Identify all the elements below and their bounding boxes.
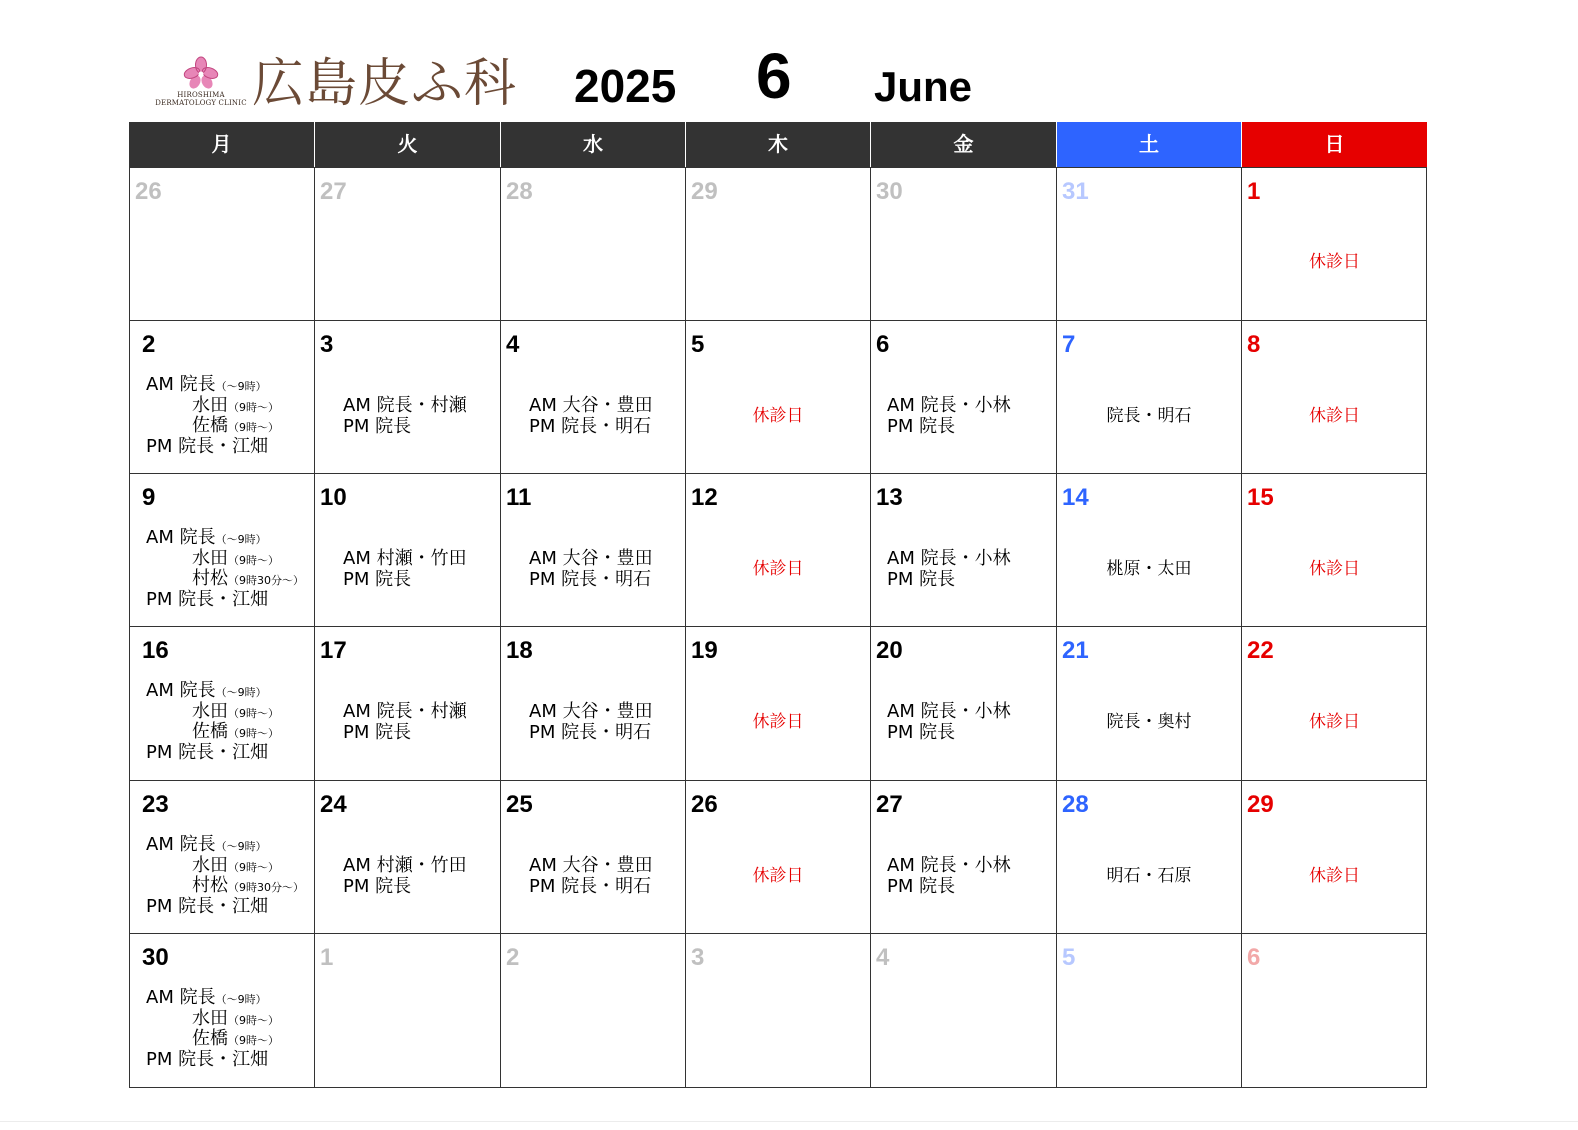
doctor-names: 水田 [192, 700, 228, 722]
day-cell [1242, 168, 1427, 320]
time-note: （～9時） [215, 380, 267, 393]
day-cell [1057, 168, 1241, 320]
doctor-names: 佐橋 [192, 415, 228, 436]
doctor-schedule [887, 549, 1011, 590]
doctor-schedule [146, 681, 279, 763]
day-number: 18 [506, 637, 533, 664]
doctor-schedule [146, 375, 279, 457]
day-number: 5 [691, 331, 705, 358]
day-number: 16 [142, 637, 169, 664]
schedule-line [146, 396, 279, 417]
doctor-schedule [343, 396, 467, 437]
doctor-names: PM 院長・明石 [529, 415, 652, 437]
time-note: （9時～） [228, 1034, 279, 1047]
day-cell [501, 321, 685, 473]
schedule-line [343, 570, 467, 591]
doctor-schedule [529, 549, 653, 590]
closed-day-label: 休診日 [1309, 406, 1360, 426]
closed-day-label: 休診日 [752, 559, 804, 579]
day-number: 23 [142, 791, 169, 818]
schedule-line [529, 570, 653, 591]
day-cell [315, 781, 500, 933]
header-sat: 土 [1056, 122, 1241, 167]
schedule-line [146, 702, 279, 723]
doctor-names: 院長・江畑 [178, 435, 269, 457]
day-cell [315, 168, 500, 320]
time-note: （～9時） [215, 686, 267, 699]
doctor-names: AM 院長・小林 [887, 395, 1011, 416]
doctor-names: 村松 [192, 875, 228, 896]
day-number: 14 [1062, 484, 1089, 511]
doctor-names: PM 院長 [887, 568, 956, 590]
session-label: PM [146, 588, 179, 610]
schedule-line [146, 569, 304, 590]
session-label: PM [146, 741, 179, 763]
session-label: PM [146, 1048, 179, 1070]
day-cell [686, 168, 870, 320]
doctor-names: 水田 [192, 854, 228, 876]
doctor-names: AM 村瀬・竹田 [343, 855, 467, 876]
session-label: AM [146, 527, 180, 548]
day-number: 6 [876, 331, 890, 358]
doctor-schedule [146, 528, 304, 610]
doctor-names: 水田 [192, 547, 228, 569]
day-number: 3 [691, 944, 705, 971]
clinic-logo [152, 56, 250, 112]
staff-on-duty: 桃原・太田 [1106, 559, 1192, 579]
doctor-names: PM 院長 [887, 415, 956, 437]
day-cell [1242, 781, 1427, 933]
session-label: PM [146, 435, 179, 457]
time-note: （9時～） [228, 860, 279, 874]
day-number: 30 [876, 178, 903, 205]
day-number: 12 [691, 484, 718, 511]
day-number: 4 [876, 944, 890, 971]
doctor-names: AM 院長・村瀬 [343, 701, 467, 722]
doctor-names: AM 村瀬・竹田 [343, 548, 467, 569]
closed-day-label: 休診日 [752, 712, 804, 732]
doctor-schedule [529, 396, 653, 437]
time-note: （9時30分～） [228, 881, 304, 894]
schedule-line [146, 528, 304, 549]
doctor-names: 院長 [179, 834, 216, 855]
closed-day-label: 休診日 [1309, 712, 1360, 732]
schedule-line [343, 396, 467, 417]
header-sun: 日 [1241, 122, 1427, 167]
day-number: 4 [506, 331, 520, 358]
weekday-header-row [129, 122, 1427, 167]
doctor-names: 院長 [179, 987, 216, 1008]
day-number: 13 [876, 484, 903, 511]
session-label: AM [146, 987, 180, 1008]
doctor-names: AM 院長・小林 [887, 548, 1011, 569]
schedule-line [146, 681, 279, 702]
schedule-line [887, 702, 1011, 723]
day-cell [1242, 627, 1427, 780]
day-cell [871, 781, 1056, 933]
day-cell [871, 321, 1056, 473]
schedule-line [146, 416, 279, 437]
doctor-names: PM 院長 [887, 875, 956, 897]
day-number: 20 [876, 637, 903, 664]
day-cell [501, 474, 685, 626]
day-number: 28 [1062, 791, 1089, 818]
day-number: 21 [1062, 637, 1089, 664]
time-note: （9時～） [228, 1013, 279, 1027]
doctor-names: 院長 [179, 374, 216, 395]
staff-on-duty: 院長・奥村 [1106, 712, 1192, 732]
time-note: （9時～） [228, 706, 279, 720]
schedule-line [529, 396, 653, 417]
closed-day-label: 休診日 [752, 406, 804, 426]
schedule-line [887, 570, 1011, 591]
day-number: 26 [135, 178, 162, 205]
day-number: 28 [506, 178, 533, 205]
doctor-names: PM 院長 [343, 721, 412, 743]
day-number: 29 [691, 178, 718, 205]
day-cell [315, 934, 500, 1086]
session-label: PM [146, 895, 179, 917]
schedule-line [146, 743, 279, 764]
day-number: 27 [320, 178, 347, 205]
closed-day-label: 休診日 [1309, 559, 1360, 579]
day-cell [130, 474, 314, 626]
schedule-line [146, 835, 304, 856]
day-cell [130, 627, 314, 780]
doctor-names: 院長・江畑 [178, 588, 269, 610]
clinic-name: 広島皮ふ科 [252, 54, 518, 114]
header-tue: 火 [314, 122, 500, 167]
day-cell [686, 627, 870, 780]
day-number: 3 [320, 331, 334, 358]
day-number: 1 [320, 944, 334, 971]
doctor-names: PM 院長 [343, 875, 412, 897]
schedule-line [146, 856, 304, 877]
doctor-schedule [343, 549, 467, 590]
calendar-grid [129, 167, 1427, 1088]
day-number: 2 [142, 331, 156, 358]
doctor-names: PM 院長・明石 [529, 721, 652, 743]
doctor-names: PM 院長 [887, 721, 956, 743]
schedule-line [887, 877, 1011, 898]
doctor-names: AM 院長・小林 [887, 855, 1011, 876]
day-cell [1242, 934, 1427, 1086]
session-label: AM [146, 834, 180, 855]
day-number: 15 [1247, 484, 1274, 511]
schedule-line [343, 702, 467, 723]
header-thu: 木 [685, 122, 870, 167]
schedule-line [343, 856, 467, 877]
doctor-names: AM 大谷・豊田 [529, 855, 653, 876]
doctor-names: 院長・江畑 [178, 741, 269, 763]
doctor-names: 村松 [192, 568, 228, 589]
doctor-schedule [343, 856, 467, 897]
day-cell [1057, 627, 1241, 780]
day-number: 1 [1247, 178, 1261, 205]
day-number: 27 [876, 791, 903, 818]
schedule-line [887, 417, 1011, 438]
doctor-schedule [529, 856, 653, 897]
time-note: （9時30分～） [228, 574, 304, 587]
day-cell [1242, 321, 1427, 473]
flower-logo-icon [178, 56, 224, 90]
doctor-schedule [146, 988, 279, 1070]
day-cell [130, 781, 314, 933]
time-note: （～9時） [215, 840, 267, 853]
day-number: 30 [142, 944, 169, 971]
staff-on-duty: 院長・明石 [1106, 406, 1192, 426]
day-cell [1057, 934, 1241, 1086]
doctor-schedule [887, 396, 1011, 437]
day-cell [1057, 781, 1241, 933]
doctor-names: 水田 [192, 1007, 228, 1029]
time-note: （9時～） [228, 421, 279, 434]
day-cell [1242, 474, 1427, 626]
day-cell [315, 321, 500, 473]
closed-day-label: 休診日 [1309, 866, 1360, 886]
schedule-line [146, 722, 279, 743]
day-cell [501, 781, 685, 933]
day-cell [130, 168, 314, 320]
day-number: 19 [691, 637, 718, 664]
day-cell [871, 934, 1056, 1086]
header-mon: 月 [129, 122, 314, 167]
calendar-month-number: 6 [756, 40, 792, 112]
doctor-schedule [887, 702, 1011, 743]
schedule-line [146, 1029, 279, 1050]
schedule-line [146, 1050, 279, 1071]
schedule-line [529, 723, 653, 744]
day-cell [1057, 321, 1241, 473]
day-number: 9 [142, 484, 156, 511]
day-cell [871, 168, 1056, 320]
day-cell [501, 168, 685, 320]
doctor-names: 水田 [192, 394, 228, 416]
day-number: 17 [320, 637, 347, 664]
schedule-line [146, 375, 279, 396]
schedule-line [529, 702, 653, 723]
day-number: 2 [506, 944, 520, 971]
day-number: 8 [1247, 331, 1261, 358]
header-fri: 金 [870, 122, 1056, 167]
day-number: 7 [1062, 331, 1076, 358]
time-note: （9時～） [228, 400, 279, 414]
doctor-names: 院長・江畑 [178, 1048, 269, 1070]
day-cell [501, 934, 685, 1086]
schedule-line [343, 877, 467, 898]
schedule-line [887, 396, 1011, 417]
day-cell [130, 321, 314, 473]
doctor-names: AM 大谷・豊田 [529, 701, 653, 722]
schedule-line [529, 877, 653, 898]
schedule-line [887, 856, 1011, 877]
staff-on-duty: 明石・石原 [1106, 866, 1192, 886]
schedule-line [146, 590, 304, 611]
doctor-names: 院長・江畑 [178, 895, 269, 917]
schedule-line [146, 876, 304, 897]
day-cell [686, 781, 870, 933]
day-cell [315, 627, 500, 780]
day-cell [315, 474, 500, 626]
schedule-line [529, 856, 653, 877]
schedule-line [146, 897, 304, 918]
doctor-names: PM 院長・明石 [529, 568, 652, 590]
session-label: AM [146, 680, 180, 701]
doctor-names: 佐橋 [192, 721, 228, 742]
day-cell [1057, 474, 1241, 626]
day-number: 6 [1247, 944, 1261, 971]
doctor-schedule [529, 702, 653, 743]
day-number: 10 [320, 484, 347, 511]
doctor-names: 院長 [179, 680, 216, 701]
header-wed: 水 [500, 122, 685, 167]
doctor-names: AM 院長・村瀬 [343, 395, 467, 416]
logo-text-hiroshima: HIROSHIMA [177, 91, 225, 99]
doctor-schedule [887, 856, 1011, 897]
schedule-line [146, 437, 279, 458]
time-note: （～9時） [215, 533, 267, 546]
closed-day-label: 休診日 [1309, 252, 1360, 272]
bottom-divider [0, 1121, 1578, 1122]
day-number: 31 [1062, 178, 1089, 205]
schedule-line [529, 417, 653, 438]
schedule-line [343, 549, 467, 570]
doctor-schedule [146, 835, 304, 917]
day-cell [871, 627, 1056, 780]
day-number: 22 [1247, 637, 1274, 664]
doctor-names: PM 院長 [343, 415, 412, 437]
doctor-names: AM 大谷・豊田 [529, 548, 653, 569]
time-note: （9時～） [228, 553, 279, 567]
day-number: 5 [1062, 944, 1076, 971]
time-note: （9時～） [228, 727, 279, 740]
doctor-names: PM 院長 [343, 568, 412, 590]
doctor-names: AM 院長・小林 [887, 701, 1011, 722]
doctor-names: PM 院長・明石 [529, 875, 652, 897]
day-cell [871, 474, 1056, 626]
schedule-line [146, 1009, 279, 1030]
day-number: 29 [1247, 791, 1274, 818]
schedule-line [887, 549, 1011, 570]
day-number: 26 [691, 791, 718, 818]
doctor-schedule [343, 702, 467, 743]
day-number: 25 [506, 791, 533, 818]
day-cell [686, 474, 870, 626]
day-cell [130, 934, 314, 1086]
schedule-line [343, 723, 467, 744]
day-cell [686, 321, 870, 473]
day-number: 11 [506, 484, 532, 511]
schedule-line [343, 417, 467, 438]
calendar-year: 2025 [574, 60, 677, 112]
doctor-names: 院長 [179, 527, 216, 548]
schedule-line [529, 549, 653, 570]
calendar [129, 122, 1427, 1088]
doctor-names: AM 大谷・豊田 [529, 395, 653, 416]
day-cell [686, 934, 870, 1086]
schedule-line [887, 723, 1011, 744]
closed-day-label: 休診日 [752, 866, 804, 886]
session-label: AM [146, 374, 180, 395]
doctor-names: 佐橋 [192, 1028, 228, 1049]
schedule-line [146, 549, 304, 570]
schedule-line [146, 988, 279, 1009]
day-number: 24 [320, 791, 347, 818]
day-cell [501, 627, 685, 780]
logo-text-dermatology-clinic: DERMATOLOGY CLINIC [155, 99, 247, 107]
time-note: （～9時） [215, 993, 267, 1006]
calendar-month-name: June [874, 63, 973, 110]
